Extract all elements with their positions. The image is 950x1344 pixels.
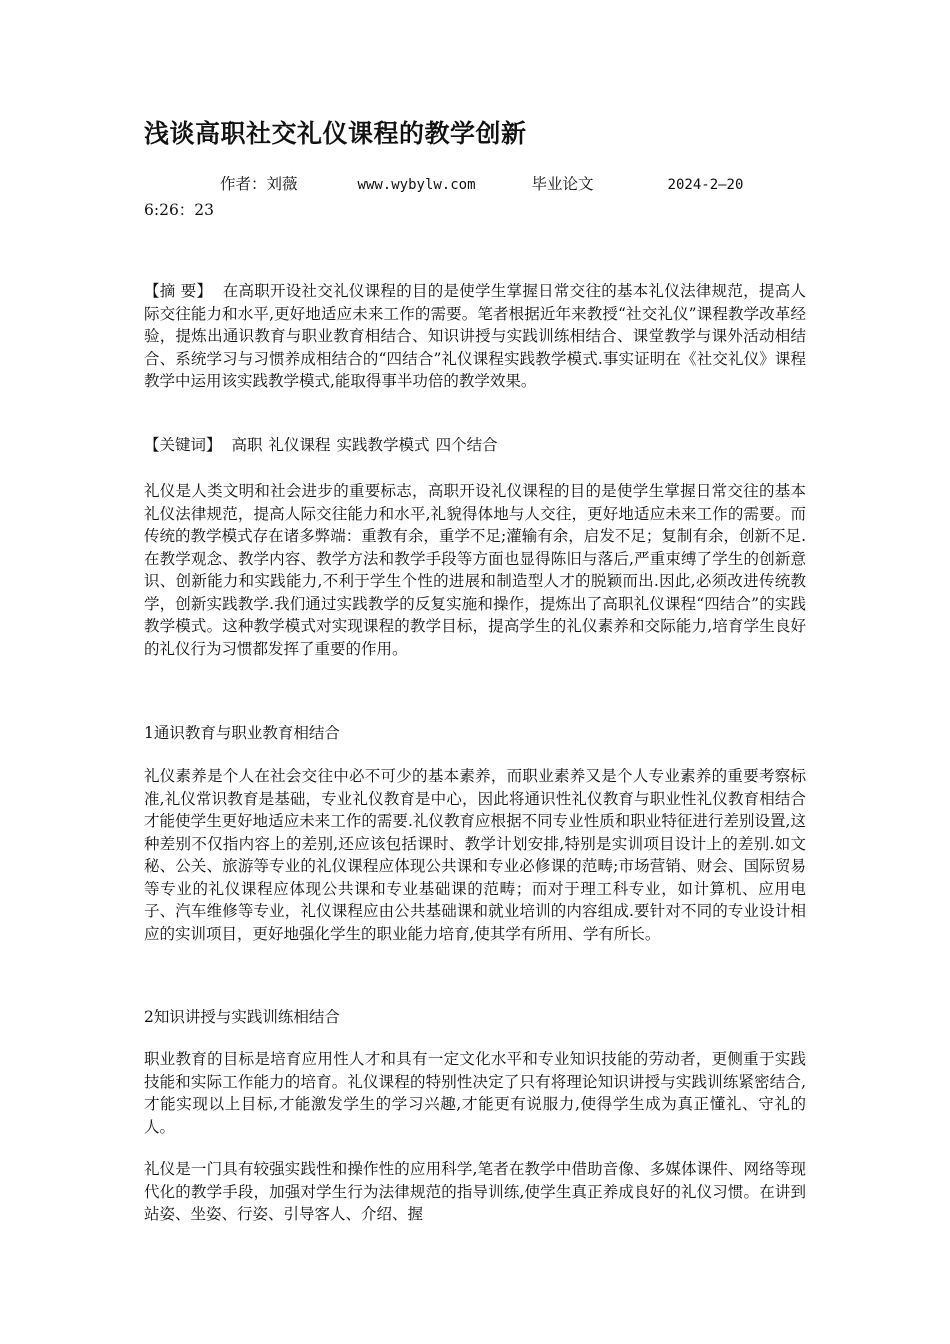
meta-site: www.wybylw.com <box>357 177 476 193</box>
abstract-paragraph <box>144 280 806 393</box>
section-2-paragraph-2: 礼仪是一门具有较强实践性和操作性的应用科学,笔者在教学中借助音像、多媒体课件、网络等现代化的教学手段，加强对学生行为法律规范的指导训练,使学生真正养成良好的礼仪习惯。在讲到站姿、坐姿、行姿、引导客人、介绍、握 <box>144 1160 806 1223</box>
abstract-label: 【摘 要】 <box>144 282 213 300</box>
meta-row <box>144 172 806 198</box>
meta-category: 毕业论文 <box>531 175 594 193</box>
section-2-paragraph-1: 职业教育的目标是培育应用性人才和具有一定文化水平和专业知识技能的劳动者，更侧重于实践技能和实际工作能力的培育。礼仪课程的特别性决定了只有将理论知识讲授与实践训练紧密结合,才能实现以上目标,才能激发学生的学习兴趣,才能更有说服力,使得学生成为真正懂礼、守礼的人。 <box>144 1050 806 1136</box>
keyword: 四个结合 <box>435 436 498 454</box>
keyword: 实践教学模式 <box>336 436 430 454</box>
keyword: 礼仪课程 <box>268 436 331 454</box>
article-meta <box>144 172 806 223</box>
keywords-label: 【关键词】 <box>144 436 222 454</box>
abstract-text: 在高职开设社交礼仪课程的目的是使学生掌握日常交往的基本礼仪法律规范，提高人际交往能力和水平,更好地适应未来工作的需要。笔者根据近年来教授“社交礼仪”课程教学改革经验，提炼出通识教育与职业教育相结合、知识讲授与实践训练相结合、课堂教学与课外活动相结合、系统学习与习惯养成相结合的“四结合”礼仪课程实践教学模式.事实证明在《社交礼仪》课程教学中运用该实践教学模式,能取得事半功倍的教学效果。 <box>144 282 806 390</box>
keyword: 高职 <box>231 436 263 454</box>
article-title: 浅谈高职社交礼仪课程的教学创新 <box>144 119 527 148</box>
section-2-heading: 2知识讲授与实践训练相结合 <box>144 1008 340 1026</box>
keywords-line <box>144 434 504 456</box>
intro-paragraph: 礼仪是人类文明和社会进步的重要标志，高职开设礼仪课程的目的是使学生掌握日常交往的基本礼仪法律规范，提高人际交往能力和水平,礼貌得体地与人交往，更好地适应未来工作的需要。而传统的教学模式存在诸多弊端：重教有余，重学不足;灌输有余，启发不足；复制有余，创新不足.在教学观念、教学内容、教学方法和教学手段等方面也显得陈旧与落后,严重束缚了学生的创新意识、创新能力和实践能力,不利于学生个性的进展和制造型人才的脱颖而出.因此,必须改进传统教学，创新实践教学.我们通过实践教学的反复实施和操作，提炼出了高职礼仪课程“四结合”的实践教学模式。这种教学模式对实现课程的教学目标，提高学生的礼仪素养和交际能力,培育学生良好的礼仪行为习惯都发挥了重要的作用。 <box>144 482 806 658</box>
section-1-paragraph: 礼仪素养是个人在社会交往中必不可少的基本素养，而职业素养又是个人专业素养的重要考察标准,礼仪常识教育是基础，专业礼仪教育是中心，因此将通识性礼仪教育与职业性礼仪教育相结合才能使学生更好地适应未来工作的需要.礼仪教育应根据不同专业性质和职业特征进行差别设置,这种差别不仅指内容上的差别,还应该包括课时、教学计划安排,特别是实训项目设计上的差别.如文秘、公关、旅游等专业的礼仪课程应体现公共课和专业必修课的范畴;市场营销、财会、国际贸易等专业的礼仪课程应体现公共课和专业基础课的范畴；而对于理工科专业，如计算机、应用电子、汽车维修等专业，礼仪课程应由公共基础课和就业培训的内容组成.要针对不同的专业设计相应的实训项目，更好地强化学生的职业能力培育,使其学有所用、学有所长。 <box>144 767 806 943</box>
meta-date: 2024-2—20 <box>667 177 744 193</box>
section-1-heading: 1通识教育与职业教育相结合 <box>144 724 340 742</box>
meta-time: 6:26：23 <box>144 201 215 219</box>
meta-author: 作者：刘薇 <box>220 175 298 193</box>
